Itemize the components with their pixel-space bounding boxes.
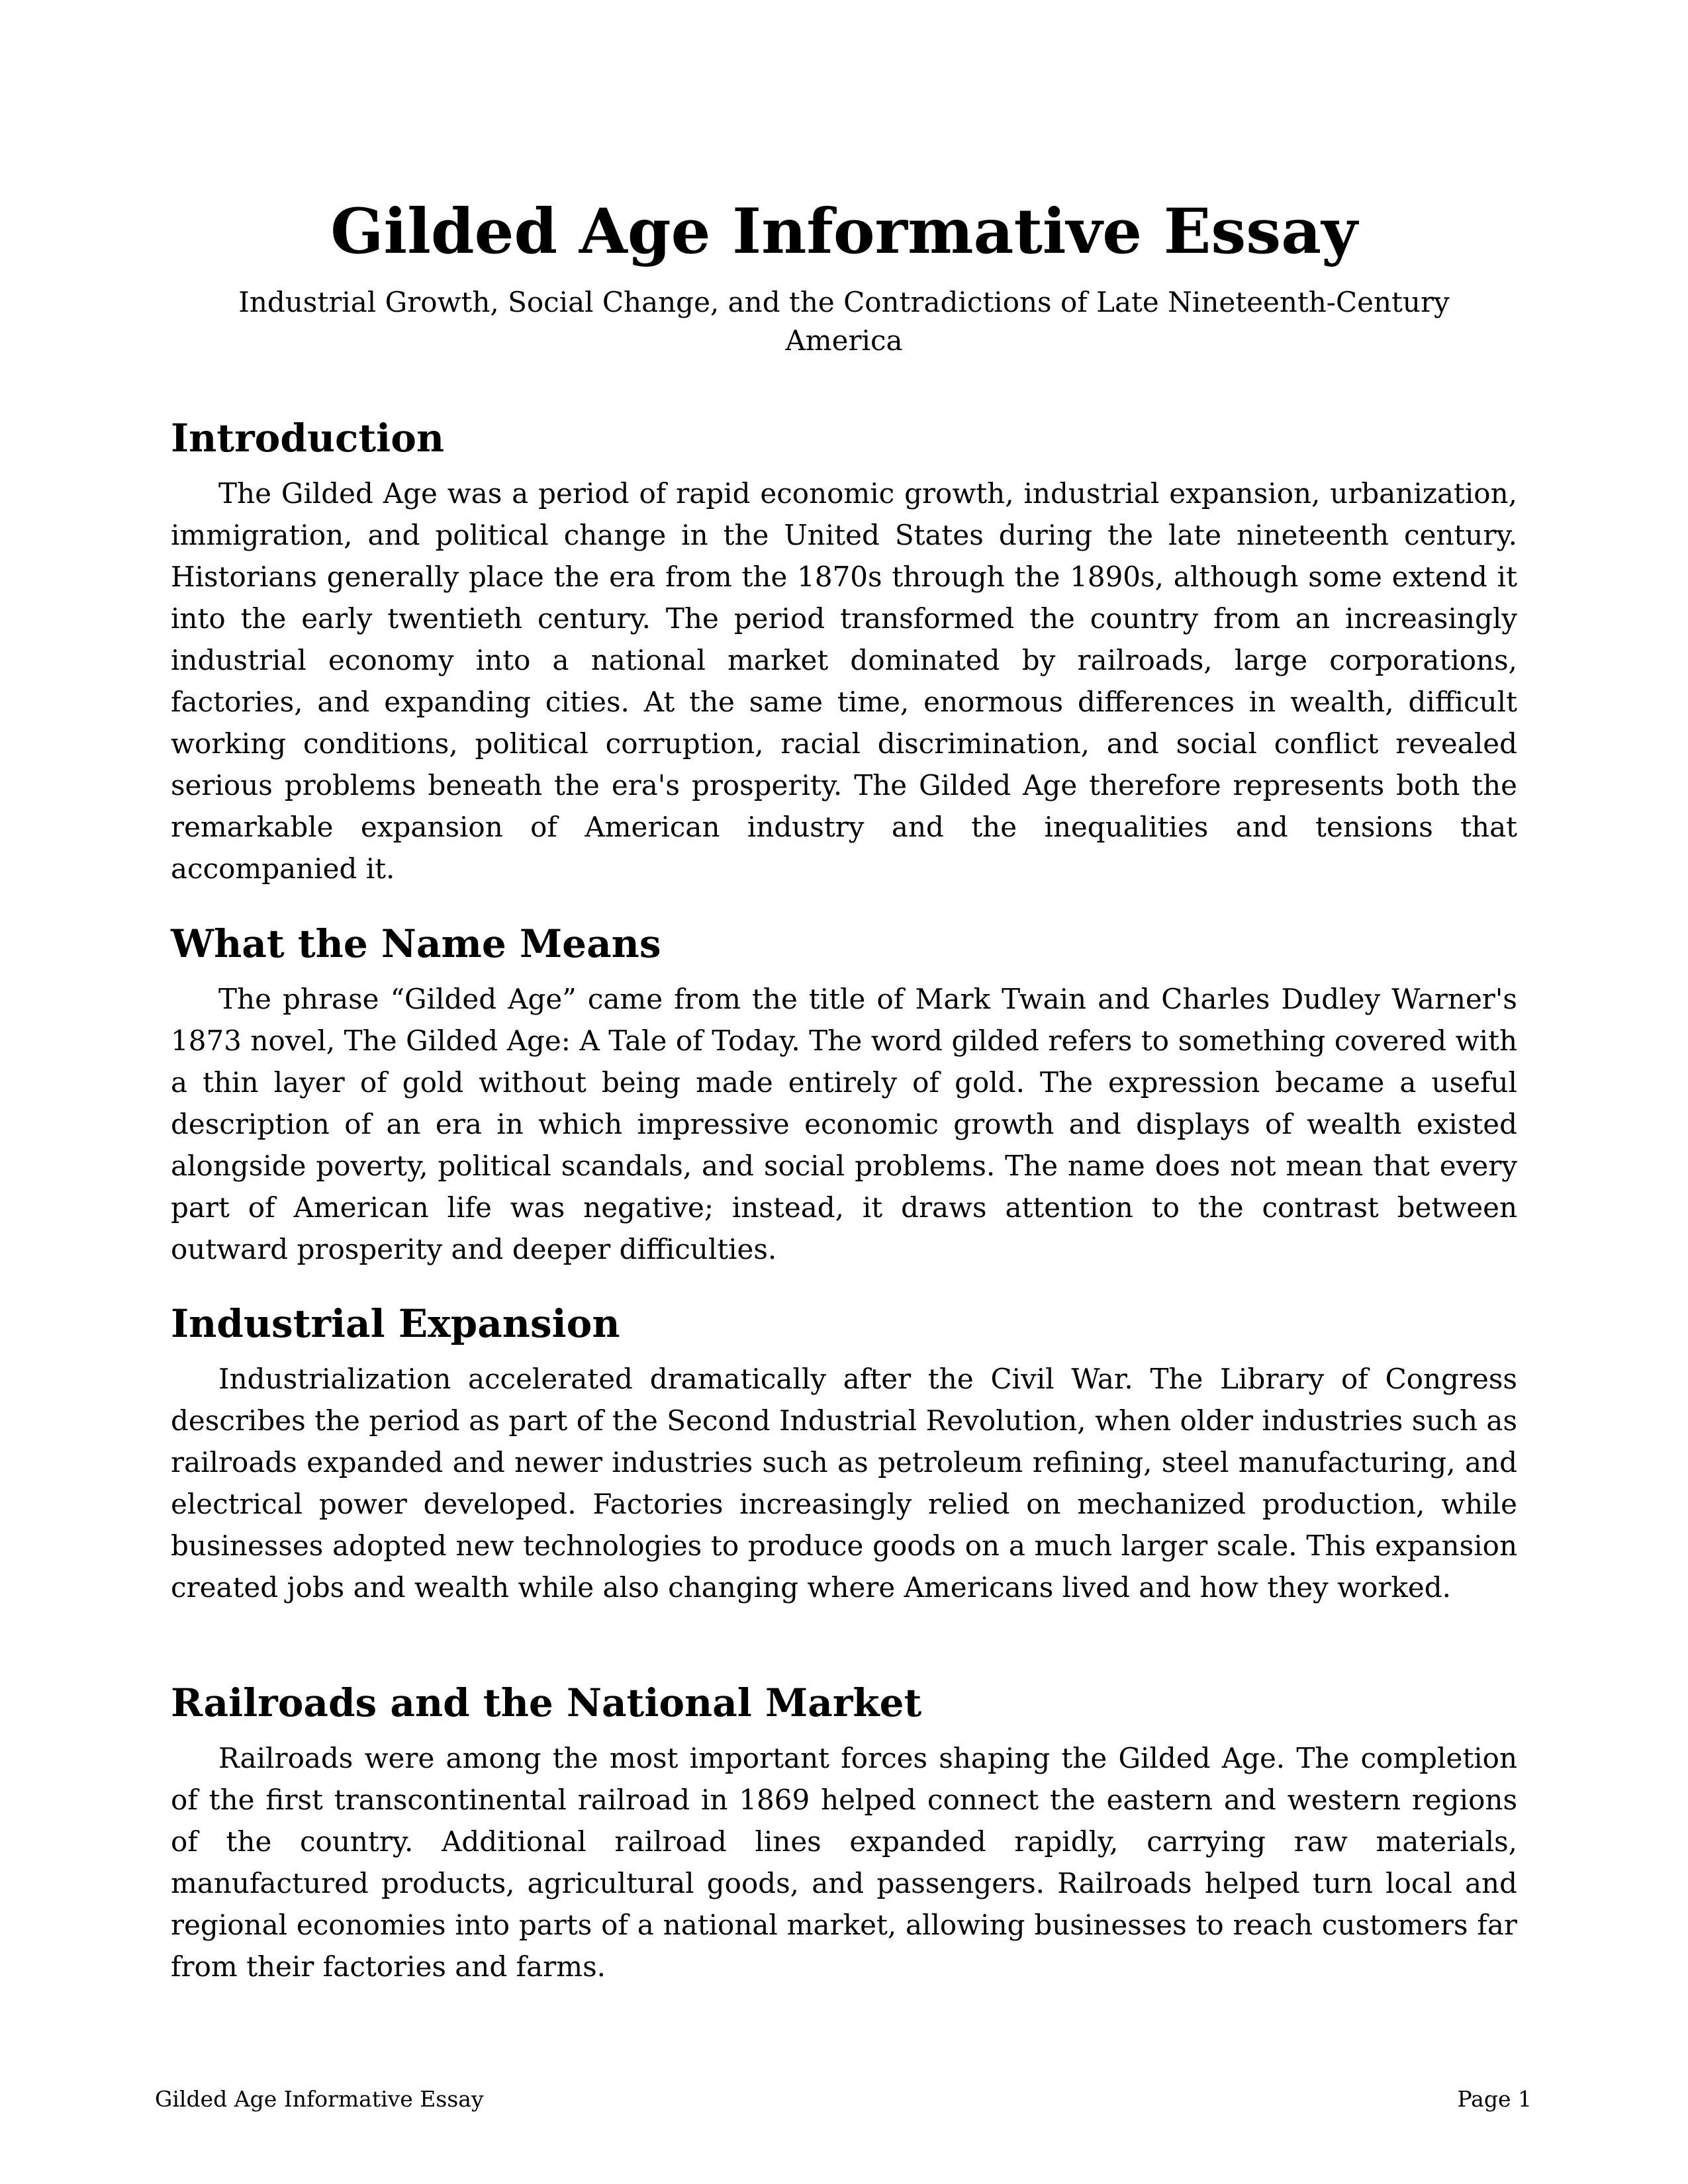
section-heading: Introduction	[171, 416, 445, 461]
section-paragraph: Railroads were among the most important forces shaping the Gilded Age. The completion of the first transcontinental railroad in 1869 helped connect the eastern and western regions of the country. Additional railroad lines expanded rapidly, carrying raw materials, manufactured products, agricultural goods, and passengers. Railroads helped turn local and regional economies into parts of a national market, allowing businesses to reach customers far from their factories and farms.	[171, 1742, 1517, 1983]
section-paragraph: Industrialization accelerated dramatically after the Civil War. The Library of Congress describes the period as part of the Second Industrial Revolution, when older industries such as railroads expanded and newer industries such as petroleum refining, steel manufacturing, and electrical power developed. Factories increasingly relied on mechanized production, while businesses adopted new technologies to produce goods on a much larger scale. This expansion created jobs and wealth while also changing where Americans lived and how they worked.	[171, 1363, 1517, 1604]
footer-document-title: Gilded Age Informative Essay	[155, 2086, 484, 2112]
section-heading: Industrial Expansion	[171, 1301, 620, 1346]
section-paragraph: The phrase “Gilded Age” came from the title of Mark Twain and Charles Dudley Warner's 1873 novel, The Gilded Age: A Tale of Today. The word gilded refers to something covered with a thin layer of gold without being made entirely of gold. The expression became a useful description of an era in which impressive economic growth and displays of wealth existed alongside poverty, political scandals, and social problems. The name does not mean that every part of American life was negative; instead, it draws attention to the contrast between outward prosperity and deeper difficulties.	[171, 983, 1517, 1265]
document-subtitle: Industrial Growth, Social Change, and the Contradictions of Late Nineteenth-Century America	[238, 286, 1450, 357]
footer-page-number: Page 1	[1457, 2086, 1532, 2112]
document-title: Gilded Age Informative Essay	[330, 195, 1358, 268]
section-heading: What the Name Means	[171, 921, 661, 966]
section-heading: Railroads and the National Market	[171, 1680, 922, 1725]
section-industrial-expansion	[171, 1297, 1517, 1608]
section-introduction	[171, 412, 1517, 889]
section-paragraph: The Gilded Age was a period of rapid economic growth, industrial expansion, urbanization, immigration, and political change in the United States during the late nineteenth century. Historians generally place the era from the 1870s through the 1890s, although some extend it into the early twentieth century. The period transformed the country from an increasingly industrial economy into a national market dominated by railroads, large corporations, factories, and expanding cities. At the same time, enormous differences in wealth, difficult working conditions, political corruption, racial discrimination, and social conflict revealed serious problems beneath the era's prosperity. The Gilded Age therefore represents both the remarkable expansion of American industry and the inequalities and tensions that accompanied it.	[171, 477, 1517, 885]
section-what-the-name-means	[171, 917, 1517, 1270]
section-railroads-national-market	[171, 1676, 1517, 1987]
